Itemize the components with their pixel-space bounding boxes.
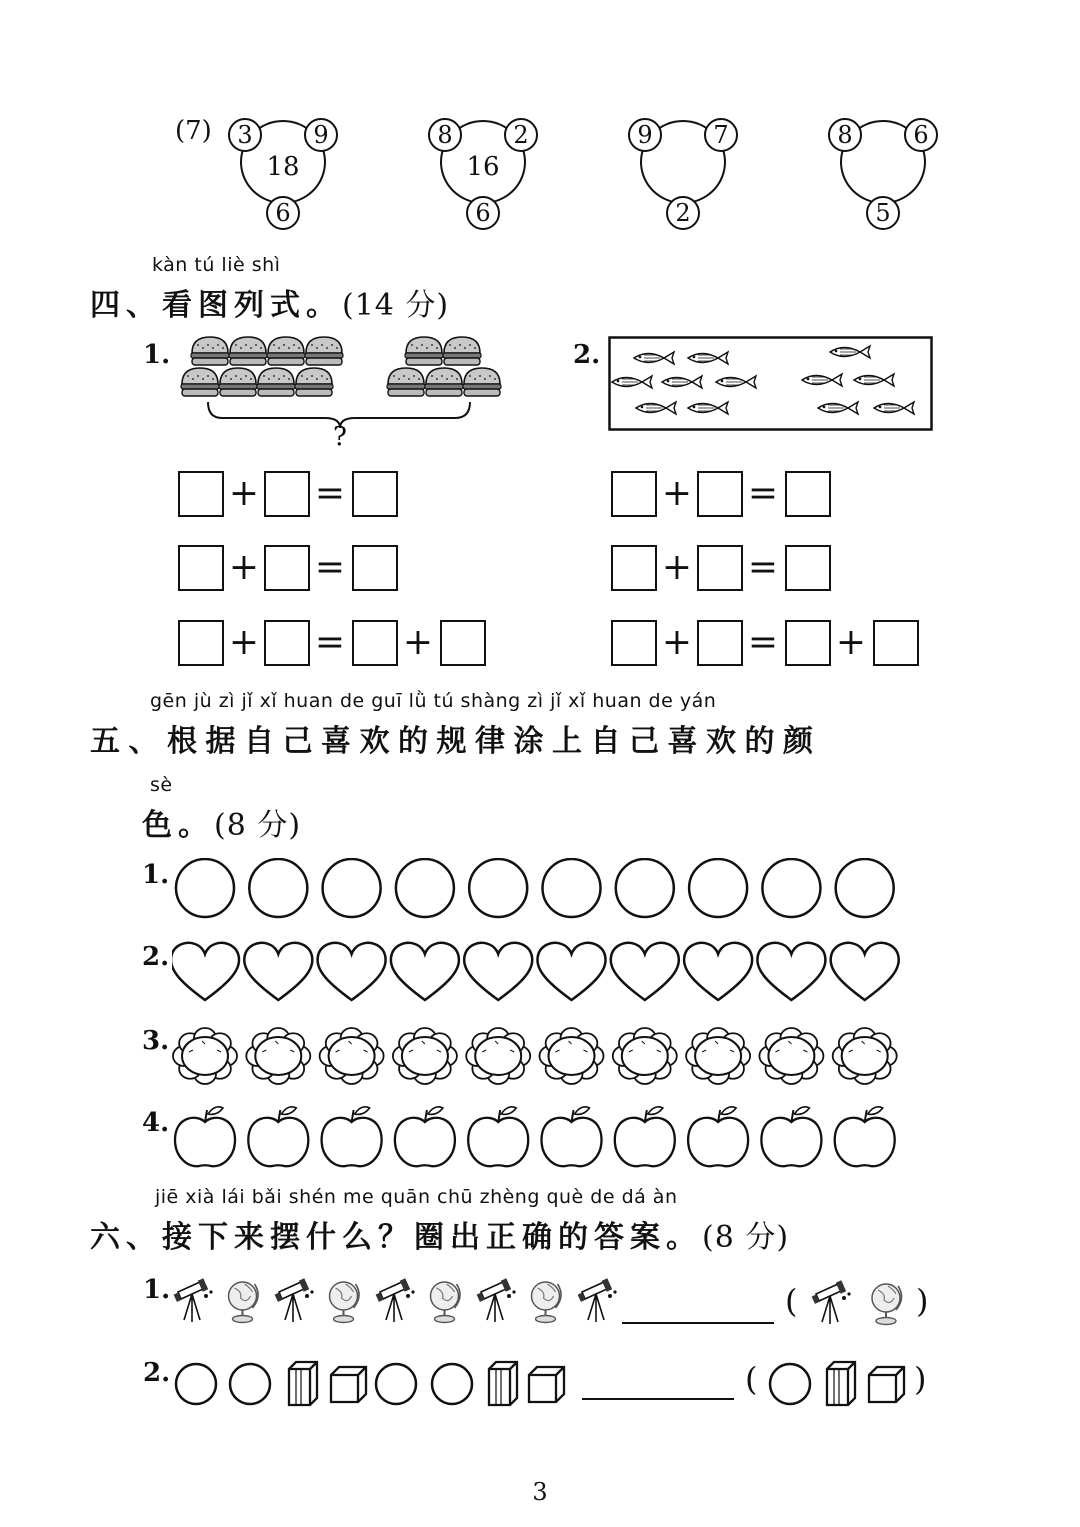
q1-open-paren: ( xyxy=(785,1282,798,1320)
flower-icon[interactable] xyxy=(540,1028,604,1084)
circle-icon[interactable] xyxy=(689,859,747,917)
hamburger-icon xyxy=(463,368,501,396)
telescope-icon xyxy=(812,1280,851,1324)
fish-box xyxy=(608,336,934,432)
q1-answer-blank[interactable] xyxy=(622,1322,774,1324)
equals-sign: = xyxy=(747,547,779,588)
heart-icon[interactable] xyxy=(611,943,679,1000)
puzzle-top-left: 8 xyxy=(828,118,862,152)
heart-icon[interactable] xyxy=(684,943,752,1000)
apple-icon[interactable] xyxy=(395,1107,455,1166)
q2-options[interactable] xyxy=(768,1356,910,1410)
equals-sign: = xyxy=(747,473,779,514)
hamburger-icon xyxy=(305,337,343,365)
flower-icon[interactable] xyxy=(173,1028,237,1084)
q2-answer-blank[interactable] xyxy=(582,1398,734,1400)
equals-sign: = xyxy=(314,547,346,588)
flower-icon[interactable] xyxy=(833,1028,897,1084)
fish-icon xyxy=(688,402,728,414)
globe-icon xyxy=(229,1282,259,1323)
circle-icon[interactable] xyxy=(176,859,234,917)
hamburger-icon xyxy=(295,368,333,396)
fish-icon xyxy=(688,352,728,364)
puzzle-bottom: 6 xyxy=(466,196,500,230)
q2-sequence xyxy=(172,1354,572,1410)
pattern-row-1 xyxy=(172,858,912,924)
answer-box[interactable] xyxy=(785,471,831,517)
section5-title-line1: 五、根据自己喜欢的规律涂上自己喜欢的颜 xyxy=(90,724,822,759)
answer-box[interactable] xyxy=(440,620,486,666)
circle-icon[interactable] xyxy=(469,859,527,917)
apple-icon[interactable] xyxy=(688,1107,748,1166)
flower-icon[interactable] xyxy=(466,1028,530,1084)
puzzle-center: 18 xyxy=(266,152,300,182)
circle-icon xyxy=(176,1364,216,1404)
heart-icon[interactable] xyxy=(391,943,459,1000)
circle-icon[interactable] xyxy=(616,859,674,917)
plus-sign: + xyxy=(228,473,260,514)
puzzle-top-right: 6 xyxy=(904,118,938,152)
plus-sign: + xyxy=(661,547,693,588)
apple-icon[interactable] xyxy=(248,1107,308,1166)
cube-icon xyxy=(869,1367,904,1402)
fish-icon xyxy=(874,402,914,414)
answer-box[interactable] xyxy=(264,471,310,517)
section5-pinyin-line1: gēn jù zì jǐ xǐ huan de guī lǜ tú shàng zì jǐ xǐ huan de yán xyxy=(150,690,717,712)
globe-icon xyxy=(330,1282,360,1323)
hamburger-icon xyxy=(181,368,219,396)
circle-icon[interactable] xyxy=(543,859,601,917)
cuboid-icon xyxy=(289,1362,317,1405)
apple-icon[interactable] xyxy=(542,1107,602,1166)
plus-sign: + xyxy=(402,622,434,663)
answer-box[interactable] xyxy=(873,620,919,666)
fish-icon xyxy=(634,352,674,364)
section6-q2-number: 2. xyxy=(143,1358,171,1388)
pattern-row-2 xyxy=(172,940,912,1006)
cube-icon xyxy=(529,1367,564,1402)
q1-options[interactable] xyxy=(806,1274,910,1330)
circle-icon xyxy=(770,1364,810,1404)
circle-icon[interactable] xyxy=(396,859,454,917)
equals-sign: = xyxy=(314,473,346,514)
hamburger-icon xyxy=(387,368,425,396)
fish-icon xyxy=(802,374,842,386)
equals-sign: = xyxy=(314,622,346,663)
pattern-row-number: 3. xyxy=(142,1026,170,1056)
telescope-icon xyxy=(275,1278,314,1322)
hamburger-icon xyxy=(405,337,443,365)
section6-q1-number: 1. xyxy=(143,1275,171,1305)
answer-box[interactable] xyxy=(697,545,743,591)
cuboid-icon xyxy=(827,1362,855,1405)
plus-sign: + xyxy=(661,473,693,514)
pattern-row-4 xyxy=(172,1106,912,1172)
hamburger-icon xyxy=(191,337,229,365)
plus-sign: + xyxy=(835,622,867,663)
puzzle-top-right: 7 xyxy=(704,118,738,152)
circle-icon xyxy=(376,1364,416,1404)
hamburger-figure xyxy=(170,330,530,460)
answer-box[interactable] xyxy=(352,545,398,591)
puzzle-bottom: 6 xyxy=(266,196,300,230)
telescope-icon xyxy=(578,1278,617,1322)
answer-box[interactable] xyxy=(178,545,224,591)
section4-title: 四、看图列式。(14 分) xyxy=(90,288,450,323)
circle-icon xyxy=(432,1364,472,1404)
brace-question-mark: ? xyxy=(333,422,347,452)
flower-icon[interactable] xyxy=(613,1028,677,1084)
heart-icon[interactable] xyxy=(172,943,239,1000)
telescope-icon xyxy=(477,1278,516,1322)
plus-sign: + xyxy=(228,622,260,663)
puzzle-bottom: 2 xyxy=(666,196,700,230)
answer-box[interactable] xyxy=(611,471,657,517)
pattern-row-number: 4. xyxy=(142,1108,170,1138)
section6-title: 六、接下来摆什么？圈出正确的答案。(8 分) xyxy=(90,1220,790,1255)
hamburger-icon xyxy=(425,368,463,396)
flower-icon[interactable] xyxy=(759,1028,823,1084)
pattern-row-number: 2. xyxy=(142,942,170,972)
heart-icon[interactable] xyxy=(757,943,825,1000)
puzzle-top-left: 8 xyxy=(428,118,462,152)
answer-box[interactable] xyxy=(697,471,743,517)
section5-title-line2: 色。(8 分) xyxy=(142,808,302,843)
flower-icon[interactable] xyxy=(393,1028,457,1084)
section5-pinyin-line2: sè xyxy=(150,774,173,796)
puzzle-bottom: 5 xyxy=(866,196,900,230)
flower-icon[interactable] xyxy=(246,1028,310,1084)
cube-icon xyxy=(331,1367,366,1402)
answer-box[interactable] xyxy=(264,545,310,591)
pattern-row-number: 1. xyxy=(142,860,170,890)
heart-icon[interactable] xyxy=(318,943,386,1000)
fish-icon xyxy=(830,346,870,358)
fish-icon xyxy=(636,402,676,414)
section4-q1-number: 1. xyxy=(143,340,171,370)
hamburger-icon xyxy=(267,337,305,365)
section4-q2-number: 2. xyxy=(573,340,601,370)
section6-pinyin: jiē xià lái bǎi shén me quān chū zhèng què de dá àn xyxy=(155,1186,678,1208)
answer-box[interactable] xyxy=(785,545,831,591)
hamburger-icon xyxy=(219,368,257,396)
apple-icon[interactable] xyxy=(468,1107,528,1166)
q2-close-paren: ) xyxy=(914,1360,927,1398)
puzzle-top-left: 9 xyxy=(628,118,662,152)
hamburger-icon xyxy=(443,337,481,365)
heart-icon[interactable] xyxy=(831,943,899,1000)
globe-icon xyxy=(532,1282,562,1323)
page-number: 3 xyxy=(532,1478,548,1506)
puzzle-center: 16 xyxy=(466,152,500,182)
puzzle-top-right: 9 xyxy=(304,118,338,152)
q2-open-paren: ( xyxy=(745,1360,758,1398)
section4-pinyin: kàn tú liè shì xyxy=(152,254,281,276)
circle-icon xyxy=(230,1364,270,1404)
heart-icon[interactable] xyxy=(538,943,606,1000)
apple-icon[interactable] xyxy=(615,1107,675,1166)
apple-icon[interactable] xyxy=(322,1107,382,1166)
q1-sequence xyxy=(170,1270,620,1328)
pattern-row-3 xyxy=(172,1024,912,1090)
telescope-icon xyxy=(376,1278,415,1322)
globe-icon xyxy=(872,1284,902,1325)
answer-box[interactable] xyxy=(352,620,398,666)
plus-sign: + xyxy=(228,547,260,588)
heart-icon[interactable] xyxy=(244,943,312,1000)
fish-icon xyxy=(716,376,756,388)
plus-sign: + xyxy=(661,622,693,663)
fish-icon xyxy=(818,402,858,414)
answer-box[interactable] xyxy=(352,471,398,517)
apple-icon[interactable] xyxy=(761,1107,821,1166)
flower-icon[interactable] xyxy=(686,1028,750,1084)
answer-box[interactable] xyxy=(178,620,224,666)
answer-box[interactable] xyxy=(611,545,657,591)
circle-icon[interactable] xyxy=(323,859,381,917)
cuboid-icon xyxy=(489,1362,517,1405)
apple-icon[interactable] xyxy=(175,1107,235,1166)
answer-box[interactable] xyxy=(697,620,743,666)
heart-icon[interactable] xyxy=(464,943,532,1000)
fish-icon xyxy=(662,376,702,388)
circle-icon[interactable] xyxy=(762,859,820,917)
flower-icon[interactable] xyxy=(320,1028,384,1084)
fish-icon xyxy=(612,376,652,388)
puzzle-label: (7) xyxy=(175,116,212,146)
answer-box[interactable] xyxy=(611,620,657,666)
puzzle-top-left: 3 xyxy=(228,118,262,152)
hamburger-icon xyxy=(257,368,295,396)
circle-icon[interactable] xyxy=(249,859,307,917)
globe-icon xyxy=(431,1282,461,1323)
hamburger-icon xyxy=(229,337,267,365)
answer-box[interactable] xyxy=(264,620,310,666)
equals-sign: = xyxy=(747,622,779,663)
circle-icon[interactable] xyxy=(836,859,894,917)
puzzle-top-right: 2 xyxy=(504,118,538,152)
q1-close-paren: ) xyxy=(916,1282,929,1320)
apple-icon[interactable] xyxy=(835,1107,895,1166)
telescope-icon xyxy=(174,1278,213,1322)
fish-icon xyxy=(854,374,894,386)
answer-box[interactable] xyxy=(785,620,831,666)
answer-box[interactable] xyxy=(178,471,224,517)
